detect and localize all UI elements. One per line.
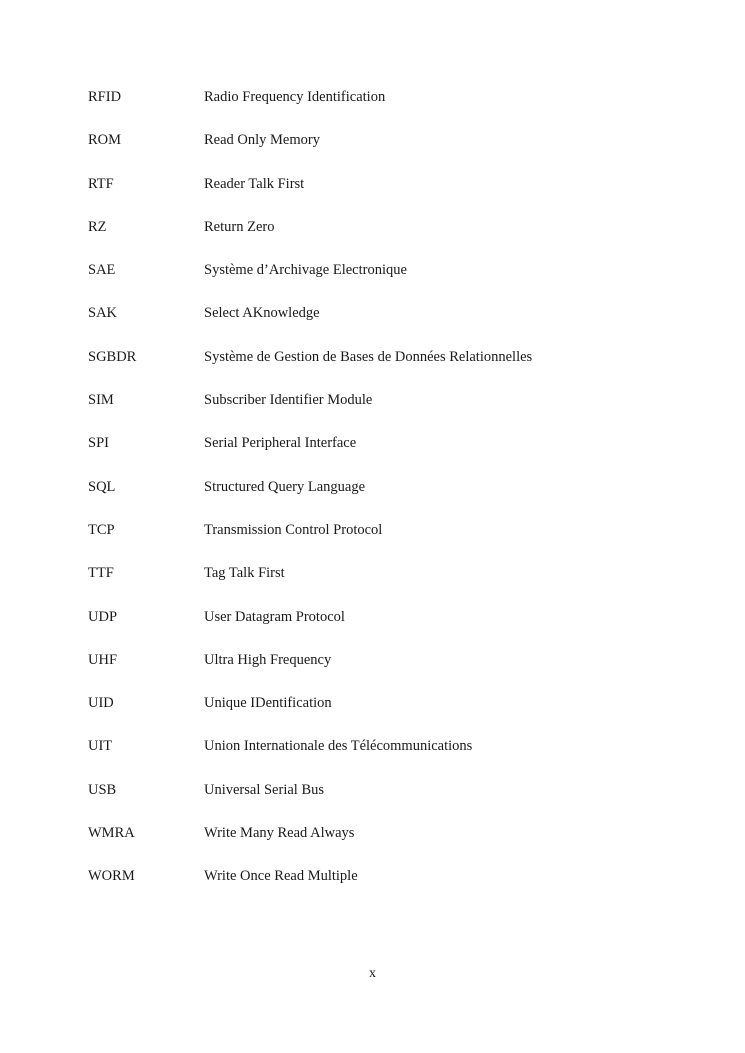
abbreviation-definition: Ultra High Frequency <box>204 651 332 668</box>
abbreviation-row <box>88 823 688 866</box>
abbreviation-row <box>88 607 688 650</box>
abbreviation-row <box>88 217 688 260</box>
abbreviation-term: RTF <box>88 175 114 192</box>
abbreviation-definition: Radio Frequency Identification <box>204 89 386 105</box>
abbreviation-row <box>88 433 688 476</box>
abbreviation-term: SQL <box>88 478 116 495</box>
abbreviation-row <box>88 736 688 779</box>
abbreviation-term: UID <box>88 695 114 712</box>
abbreviation-term: USB <box>88 781 117 798</box>
abbreviation-term: SAE <box>88 262 116 279</box>
abbreviation-definition: Write Once Read Multiple <box>204 868 358 885</box>
abbreviation-definition: Return Zero <box>204 218 275 235</box>
abbreviation-definition: Union Internationale des Télécommunications <box>204 738 473 755</box>
abbreviation-row <box>88 693 688 736</box>
abbreviation-row <box>88 520 688 563</box>
abbreviation-row <box>88 390 688 433</box>
abbreviation-definition: Universal Serial Bus <box>204 781 325 798</box>
abbreviation-term: WMRA <box>88 825 135 842</box>
abbreviation-term: SPI <box>88 435 109 452</box>
abbreviation-term: UDP <box>88 608 118 625</box>
abbreviation-row <box>88 650 688 693</box>
abbreviation-row <box>88 866 688 909</box>
abbreviation-term: SAK <box>88 305 118 322</box>
abbreviation-definition: Serial Peripheral Interface <box>204 435 357 452</box>
abbreviation-term: TTF <box>88 565 114 582</box>
abbreviation-row <box>88 780 688 823</box>
abbreviation-definition: Tag Talk First <box>204 565 285 582</box>
abbreviation-row <box>88 477 688 520</box>
abbreviation-definition: User Datagram Protocol <box>204 608 345 625</box>
abbreviation-row <box>88 303 688 346</box>
abbreviation-definition: Système de Gestion de Bases de Données Relationnelles <box>204 348 533 365</box>
abbreviation-row <box>88 260 688 303</box>
abbreviation-definition: Transmission Control Protocol <box>204 521 383 538</box>
abbreviation-definition: Système d’Archivage Electronique <box>204 262 407 279</box>
abbreviation-term: RZ <box>88 218 107 235</box>
abbreviation-definition: Write Many Read Always <box>204 825 355 842</box>
abbreviation-term: WORM <box>88 868 135 885</box>
abbreviation-row <box>88 563 688 606</box>
abbreviation-term: SIM <box>88 392 114 409</box>
abbreviation-row <box>88 347 688 390</box>
abbreviation-row <box>88 87 688 130</box>
abbreviation-term: UIT <box>88 738 113 755</box>
abbreviation-term: ROM <box>88 132 122 149</box>
abbreviation-term: SGBDR <box>88 348 137 365</box>
abbreviation-definition: Reader Talk First <box>204 175 305 192</box>
abbreviation-definition: Structured Query Language <box>204 478 366 495</box>
abbreviation-definition: Select AKnowledge <box>204 305 320 322</box>
abbreviation-term: RFID <box>88 89 122 105</box>
abbreviation-definition: Subscriber Identifier Module <box>204 392 373 409</box>
abbreviation-term: TCP <box>88 521 115 538</box>
abbreviation-definition: Read Only Memory <box>204 132 320 149</box>
page-number: x <box>369 966 376 981</box>
abbreviation-list <box>88 87 688 910</box>
abbreviation-row <box>88 174 688 217</box>
abbreviation-definition: Unique IDentification <box>204 695 332 712</box>
abbreviation-row <box>88 130 688 173</box>
abbreviation-term: UHF <box>88 651 118 668</box>
